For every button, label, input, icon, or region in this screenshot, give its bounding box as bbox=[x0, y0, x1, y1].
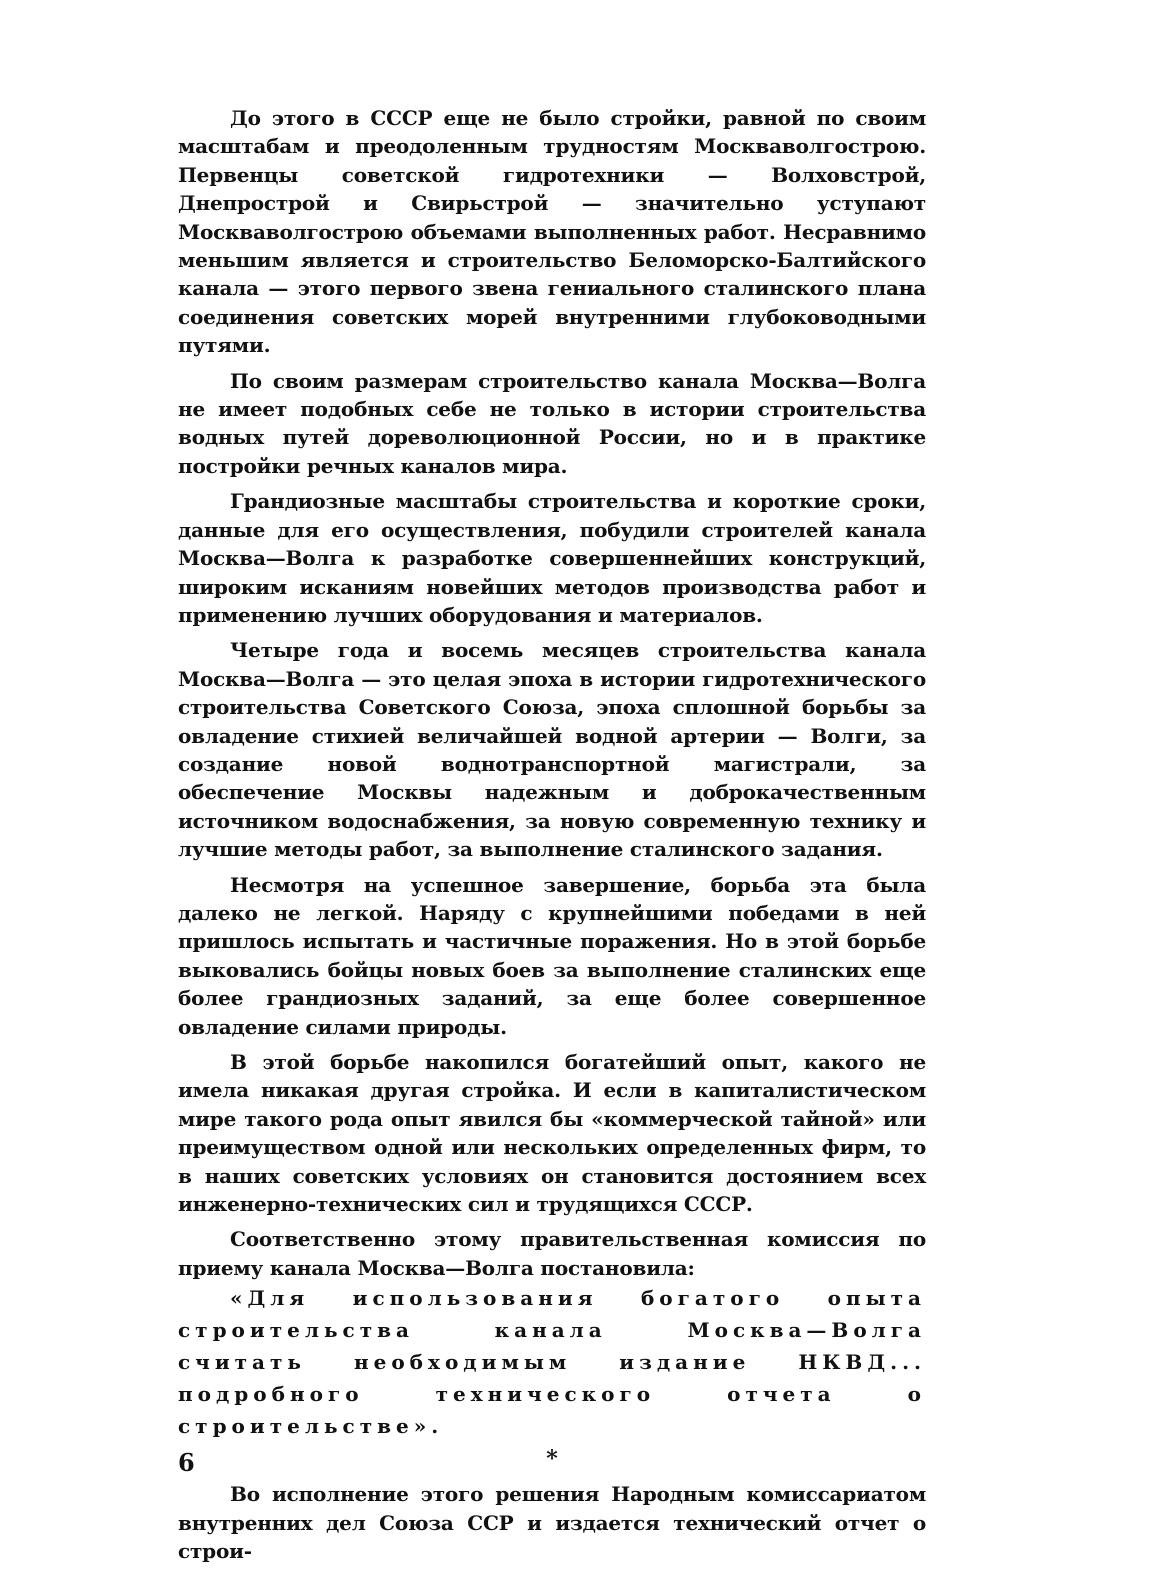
paragraph-2: По своим размерам строительство канала Москва—Волга не имеет подобных себе не только в истории строительства водных путей дореволюционной России, но и в практике постройки речных каналов мира. bbox=[178, 368, 926, 478]
commission-quote: «Для использования богатого опыта строительства канала Москва—Волга считать необходимым издание НКВД... подробного технического отчета о строительстве». bbox=[178, 1286, 926, 1439]
paragraph-4: Четыре года и восемь месяцев строительства канала Москва—Волга — это целая эпоха в истории гидротехнического строительства Советского Союза, эпоха сплошной борьбы за овладение стихией величайшей водной артерии — Волги, за создание новой воднотранспортной магистрали, за обеспечение Москвы надежным и доброкачественным источником водоснабжения, за новую современную технику и лучшие методы работ, за выполнение сталинского задания. bbox=[178, 638, 926, 862]
section-separator-star: * bbox=[546, 1446, 558, 1473]
page-number: 6 bbox=[178, 1448, 195, 1477]
paragraph-3: Грандиозные масштабы строительства и короткие сроки, данные для его осуществления, побудили строителей канала Москва—Волга к разработке совершеннейших конструкций, широким исканиям новейших методов производства работ и применению лучших оборудования и материалов. bbox=[178, 489, 926, 627]
paragraph-6: В этой борьбе накопился богатейший опыт, какого не имела никакая другая стройка. И если в капиталистическом мире такого рода опыт явился бы «коммерческой тайной» или преимуществом одной или нескольких определенных фирм, то в наших советских условиях он становится достоянием всех инженерно-технических сил и трудящихся СССР. bbox=[178, 1050, 926, 1217]
paragraph-7: Соответственно этому правительственная комиссия по приему канала Москва—Волга постановила: bbox=[178, 1227, 926, 1280]
paragraph-1: До этого в СССР еще не было стройки, равной по своим масштабам и преодоленным трудностям Москваволгострою. Первенцы советской гидротехники — Волховстрой, Днепрострой и Свирьстрой — значительно уступают Москваволгострою объемами выполненных работ. Несравнимо меньшим является и строительство Беломорско-Балтийского канала — этого первого звена гениального сталинского плана соединения советских морей внутренними глубоководными путями. bbox=[178, 106, 926, 358]
final-paragraph: Во исполнение этого решения Народным комиссариатом внутренних дел Союза ССР и издается технический отчет о строи- bbox=[178, 1482, 926, 1564]
document-page bbox=[178, 104, 926, 1564]
paragraph-5: Несмотря на успешное завершение, борьба эта была далеко не легкой. Наряду с крупнейшими победами в ней пришлось испытать и частичные поражения. Но в этой борьбе выковались бойцы новых боев за выполнение сталинских еще более грандиозных заданий, за еще более совершенное овладение силами природы. bbox=[178, 872, 926, 1039]
